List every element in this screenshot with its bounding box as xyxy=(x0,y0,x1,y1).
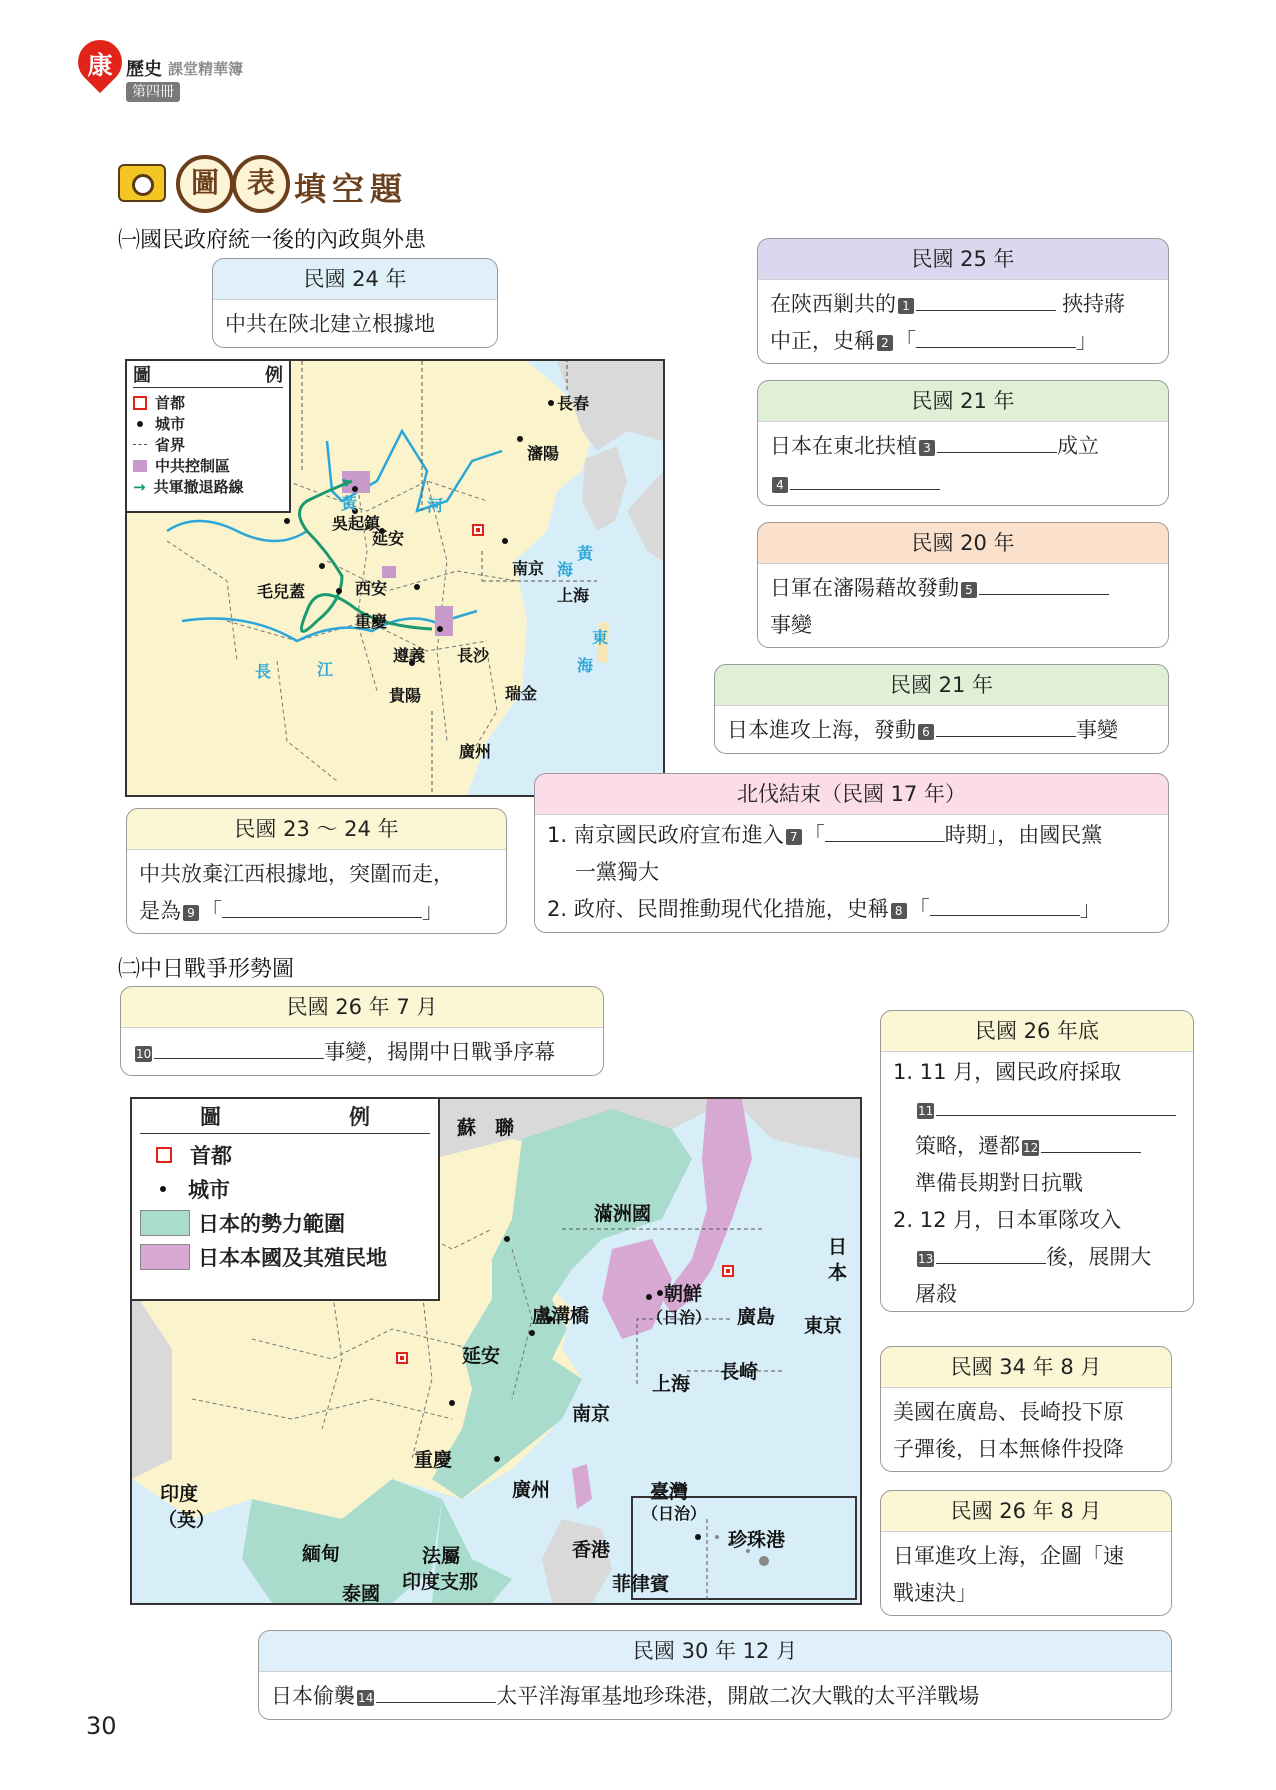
label-maoergai: 毛兒蓋 xyxy=(257,582,306,601)
capital-icon xyxy=(133,396,147,410)
boundary-icon xyxy=(133,444,147,445)
box-1937-jul-header: 民國 26 年 7 月 xyxy=(121,987,603,1028)
blank-number-3: 3 xyxy=(919,440,935,456)
box-1935 xyxy=(212,258,498,348)
label-hiroshima: 廣島 xyxy=(737,1306,776,1328)
label-yanan: 延安 xyxy=(372,529,405,548)
blank-number-5: 5 xyxy=(961,582,977,598)
blank-number-7: 7 xyxy=(786,829,802,845)
blank-number-1: 1 xyxy=(898,298,914,314)
text-fragment: 」 xyxy=(422,899,443,923)
label-hongkong: 香港 xyxy=(572,1539,611,1561)
legend-sphere: 日本的勢力範圍 xyxy=(198,1212,345,1236)
label-burma: 緬甸 xyxy=(302,1543,341,1565)
volume-tag: 第四冊 xyxy=(126,82,180,102)
label-guiyang: 貴陽 xyxy=(389,686,422,705)
legend-capital: 首都 xyxy=(190,1144,232,1168)
map-sino-japanese-war xyxy=(130,1097,862,1605)
text-fragment: 一黨獨大 xyxy=(575,860,659,884)
label-soviet: 蘇 聯 xyxy=(457,1117,515,1139)
blank-number-8: 8 xyxy=(891,903,907,919)
box-1932a xyxy=(757,380,1169,506)
box-1935-text: 中共在陝北建立根據地 xyxy=(213,300,497,348)
label-philippines: 菲律賓 xyxy=(612,1573,670,1595)
legend-ccp-area: 中共控制區 xyxy=(155,457,231,475)
city-icon xyxy=(137,421,143,427)
label-taiwan-sub: （日治） xyxy=(642,1504,707,1523)
label-french-a: 法屬 xyxy=(422,1545,461,1567)
text-fragment: 是為 xyxy=(139,899,181,923)
blank-number-13: 13 xyxy=(918,1252,934,1266)
section-badge-2: 表 xyxy=(232,155,290,213)
blank-number-9: 9 xyxy=(183,905,199,921)
label-thailand: 泰國 xyxy=(342,1583,381,1605)
blank-11[interactable] xyxy=(936,1091,1176,1116)
label-shenyang: 瀋陽 xyxy=(527,444,560,463)
box-1941-dec-header: 民國 30 年 12 月 xyxy=(259,1631,1171,1672)
city-icon xyxy=(160,1186,166,1192)
logo-char: 康 xyxy=(87,51,113,80)
blank-13[interactable] xyxy=(936,1239,1046,1264)
label-lugou-bridge: 盧溝橋 xyxy=(532,1305,590,1327)
text-fragment: 屠殺 xyxy=(915,1282,957,1306)
map1-legend xyxy=(125,359,291,513)
legend-route: 共軍撤退路線 xyxy=(153,478,244,496)
camera-icon xyxy=(118,164,166,202)
box-1937-end xyxy=(880,1010,1194,1312)
text-fragment: 子彈後，日本無條件投降 xyxy=(893,1437,1124,1461)
text-fragment: 「 xyxy=(908,897,930,921)
label-korea: 朝鮮 xyxy=(664,1283,703,1305)
label-japan: 日本 xyxy=(828,1236,848,1284)
label-chongqing: 重慶 xyxy=(414,1449,453,1471)
label-manchukuo: 滿洲國 xyxy=(594,1203,652,1225)
text-fragment: 美國在廣島、長崎投下原 xyxy=(893,1400,1124,1424)
text-fragment: 中共放棄江西根據地，突圍而走， xyxy=(139,862,454,886)
blank-5[interactable] xyxy=(979,570,1109,595)
text-fragment: 事變 xyxy=(1076,718,1118,742)
label-changchun: 長春 xyxy=(557,394,590,413)
label-nagasaki: 長崎 xyxy=(720,1361,759,1383)
box-1936 xyxy=(757,238,1169,364)
blank-number-10: 10 xyxy=(136,1047,152,1061)
text-fragment: 策略，遷都 xyxy=(915,1134,1020,1158)
text-fragment: 中正，史稱 xyxy=(770,329,875,353)
label-wuqizhen: 吳起鎮 xyxy=(332,514,381,533)
text-fragment: 時期」，由國民黨 xyxy=(944,823,1103,847)
label-guangzhou: 廣州 xyxy=(459,742,492,761)
text-fragment: 事變 xyxy=(770,613,812,637)
blank-number-12: 12 xyxy=(1023,1141,1039,1155)
colony-swatch xyxy=(140,1244,190,1270)
blank-1[interactable] xyxy=(916,286,1056,311)
label-korea-sub: （日治） xyxy=(647,1308,712,1327)
label-nanjing: 南京 xyxy=(512,559,545,578)
legend-title-b: 例 xyxy=(265,365,283,386)
blank-6[interactable] xyxy=(936,712,1076,737)
label-jiang: 江 xyxy=(317,660,334,679)
text-fragment: 」 xyxy=(1076,329,1097,353)
text-fragment: 後，展開大 xyxy=(1046,1245,1152,1269)
blank-10[interactable] xyxy=(154,1034,324,1059)
legend-title-a: 圖 xyxy=(200,1105,221,1129)
section-badge-1: 圖 xyxy=(176,155,234,213)
text-fragment: 戰速決」 xyxy=(893,1581,977,1605)
map2-legend xyxy=(130,1097,440,1301)
box-1928 xyxy=(534,773,1169,933)
label-guangzhou: 廣州 xyxy=(512,1479,551,1501)
label-east-sea-a: 東 xyxy=(592,628,609,647)
text-fragment: 日軍在瀋陽藉故發動 xyxy=(770,576,959,600)
series-title: 課堂精華簿 xyxy=(168,60,244,78)
label-shanghai: 上海 xyxy=(557,586,590,605)
part2-heading: ㈡中日戰爭形勢圖 xyxy=(118,957,295,982)
sphere-swatch xyxy=(140,1210,190,1236)
box-1937-aug-header: 民國 26 年 8 月 xyxy=(881,1491,1171,1532)
legend-colony: 日本本國及其殖民地 xyxy=(198,1246,387,1270)
label-taiwan: 臺灣 xyxy=(650,1481,689,1503)
map-ccp-retreat xyxy=(125,359,665,797)
box-1941-dec xyxy=(258,1630,1172,1720)
text-fragment: 2. 12 月，日本軍隊攻入 xyxy=(893,1208,1122,1232)
box-1935-header: 民國 24 年 xyxy=(213,259,497,300)
arrow-icon: → xyxy=(133,477,146,496)
text-fragment: 日本在東北扶植 xyxy=(770,434,917,458)
text-fragment: 1. 11 月，國民政府採取 xyxy=(893,1060,1122,1084)
label-india-sub: （英） xyxy=(158,1509,216,1531)
blank-number-2: 2 xyxy=(877,335,893,351)
box-1928-header: 北伐結束（民國 17 年） xyxy=(535,774,1168,815)
subject-title: 歷史 xyxy=(126,59,162,80)
blank-4[interactable] xyxy=(790,465,940,490)
capital-icon xyxy=(156,1147,172,1163)
text-fragment: 「 xyxy=(803,823,825,847)
label-huang: 黃 xyxy=(341,494,358,513)
label-changsha: 長沙 xyxy=(457,646,490,665)
blank-8[interactable] xyxy=(930,891,1080,916)
label-shanghai: 上海 xyxy=(652,1373,691,1395)
ccp-area-icon xyxy=(133,460,147,472)
text-fragment: 1. 南京國民政府宣布進入 xyxy=(547,823,784,847)
text-fragment: 事變，揭開中日戰爭序幕 xyxy=(324,1040,556,1064)
text-fragment: 日本進攻上海，發動 xyxy=(727,718,916,742)
box-1937-jul xyxy=(120,986,604,1076)
label-xian: 西安 xyxy=(355,579,388,598)
page-number: 30 xyxy=(86,1712,117,1740)
legend-title-a: 圖 xyxy=(133,365,151,386)
blank-3[interactable] xyxy=(937,428,1057,453)
text-fragment: 挾持蔣 xyxy=(1062,292,1125,316)
text-fragment: 太平洋海軍基地珍珠港，開啟二次大戰的太平洋戰場 xyxy=(496,1684,980,1708)
box-1932b xyxy=(714,664,1169,754)
label-yanan: 延安 xyxy=(462,1345,501,1367)
label-he: 河 xyxy=(427,496,444,515)
box-1937-end-header: 民國 26 年底 xyxy=(881,1011,1193,1052)
box-1932b-header: 民國 21 年 xyxy=(715,665,1168,706)
text-fragment: 日本偷襲 xyxy=(271,1684,355,1708)
label-yellow-sea-a: 黃 xyxy=(577,544,594,563)
text-fragment: 「 xyxy=(895,329,916,353)
blank-number-4: 4 xyxy=(772,477,788,493)
box-1932a-header: 民國 21 年 xyxy=(758,381,1168,422)
text-fragment: 2. 政府、民間推動現代化措施，史稱 xyxy=(547,897,889,921)
label-pearl-harbor: 珍珠港 xyxy=(728,1529,786,1551)
label-nanjing: 南京 xyxy=(572,1403,611,1425)
text-fragment: 成立 xyxy=(1057,434,1099,458)
label-east-sea-b: 海 xyxy=(577,656,594,675)
box-1937-aug xyxy=(880,1490,1172,1616)
blank-number-11: 11 xyxy=(918,1104,934,1118)
blank-14[interactable] xyxy=(376,1678,496,1703)
label-tokyo: 東京 xyxy=(804,1315,843,1337)
legend-city: 城市 xyxy=(188,1178,230,1202)
box-1945-aug xyxy=(880,1346,1172,1472)
box-1931-header: 民國 20 年 xyxy=(758,523,1168,564)
legend-title-b: 例 xyxy=(349,1105,370,1129)
label-chongqing: 重慶 xyxy=(355,612,388,631)
text-fragment: 」 xyxy=(1079,897,1101,921)
label-yellow-sea-b: 海 xyxy=(557,560,574,579)
legend-boundary: 省界 xyxy=(155,436,186,454)
part1-heading: ㈠國民政府統一後的內政與外患 xyxy=(118,228,427,253)
blank-7[interactable] xyxy=(825,817,945,842)
box-1934-header: 民國 23 ～ 24 年 xyxy=(127,809,506,850)
legend-city: 城市 xyxy=(155,415,186,433)
blank-9[interactable] xyxy=(222,893,422,918)
blank-12[interactable] xyxy=(1041,1128,1141,1153)
text-fragment: 在陝西剿共的 xyxy=(770,292,896,316)
label-french-b: 印度支那 xyxy=(402,1571,479,1593)
box-1936-header: 民國 25 年 xyxy=(758,239,1168,280)
text-fragment: 日軍進攻上海，企圖「速 xyxy=(893,1544,1124,1568)
label-chang: 長 xyxy=(255,662,272,681)
blank-number-14: 14 xyxy=(358,1691,374,1705)
blank-number-6: 6 xyxy=(918,724,934,740)
text-fragment: 「 xyxy=(201,899,222,923)
legend-capital: 首都 xyxy=(155,394,186,412)
blank-2[interactable] xyxy=(916,323,1076,348)
section-title: 填空題 xyxy=(294,170,409,208)
box-1934 xyxy=(126,808,507,934)
text-fragment: 準備長期對日抗戰 xyxy=(915,1171,1083,1195)
label-india: 印度 xyxy=(160,1483,199,1505)
box-1945-aug-header: 民國 34 年 8 月 xyxy=(881,1347,1171,1388)
box-1931 xyxy=(757,522,1169,648)
label-ruijin: 瑞金 xyxy=(505,684,538,703)
label-zunyi: 遵義 xyxy=(393,646,426,665)
